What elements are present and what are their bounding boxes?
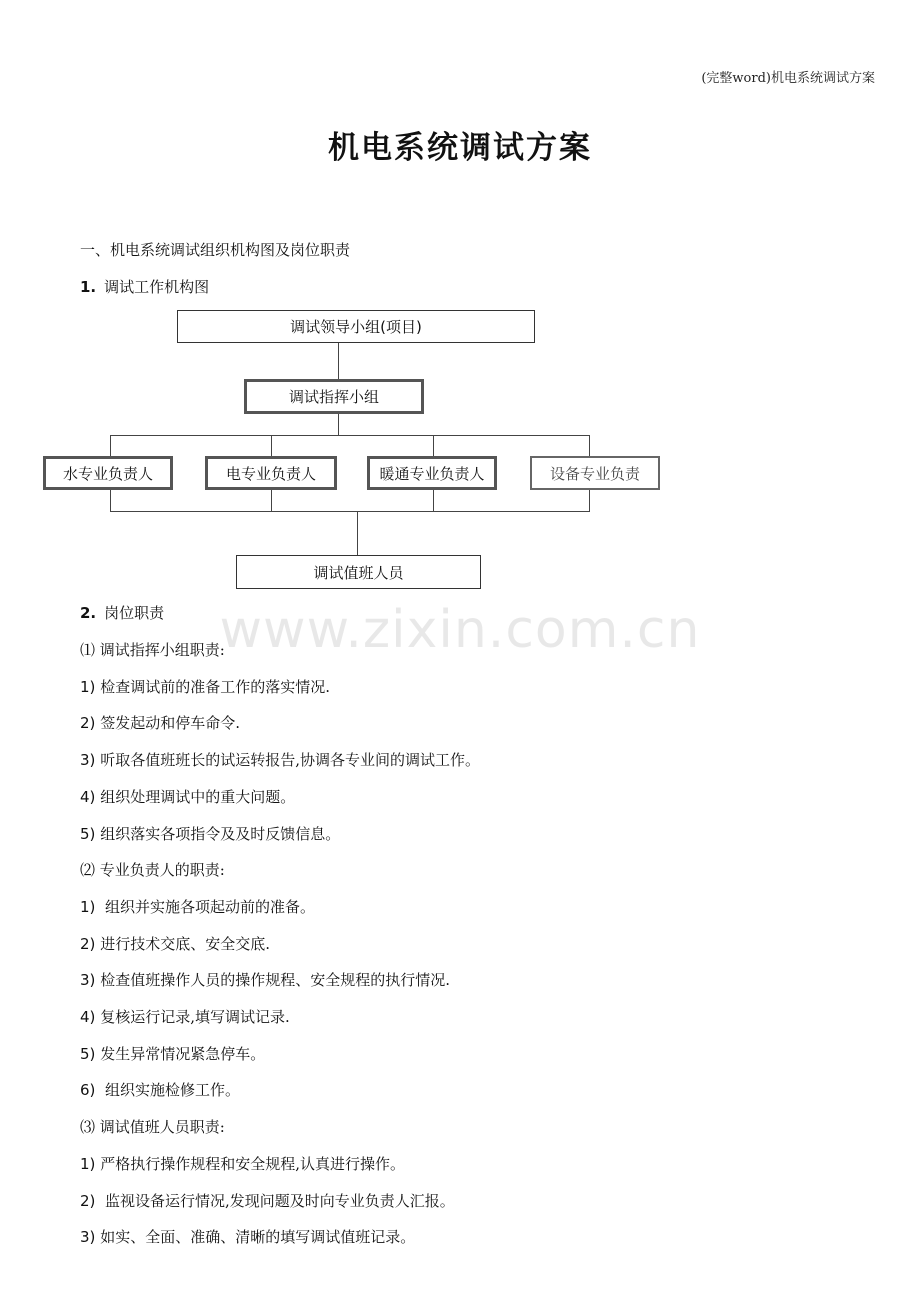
org-box-electrical-lead: 电专业负责人 [205, 456, 337, 490]
duty-line [80, 970, 450, 990]
duty-line [80, 824, 340, 844]
subsection-number: 1. [80, 278, 97, 296]
duty-text: 专业负责人的职责: [99, 861, 225, 879]
duty-line [80, 677, 330, 697]
duty-text: 调试指挥小组职责: [99, 641, 225, 659]
duty-text: 组织并实施各项起动前的准备。 [100, 898, 315, 916]
connector-line [271, 490, 272, 511]
connector-line [110, 435, 111, 456]
duty-text: 组织落实各项指令及及时反馈信息。 [100, 825, 341, 843]
connector-line [357, 511, 358, 555]
connector-line [338, 343, 339, 379]
duty-number: 2) [80, 1192, 96, 1210]
subsection-title: 调试工作机构图 [104, 278, 210, 296]
connector-line [338, 414, 339, 435]
running-header: (完整word)机电系统调试方案 [701, 71, 875, 86]
org-box-hvac-lead: 暖通专业负责人 [367, 456, 497, 490]
duty-text: 监视设备运行情况,发现问题及时向专业负责人汇报。 [100, 1192, 455, 1210]
connector-line [433, 490, 434, 511]
duty-number: 2) [80, 714, 96, 732]
duty-number: 2) [80, 935, 96, 953]
duty-line [80, 787, 295, 807]
duty-line [80, 860, 225, 880]
duty-text: 检查调试前的准备工作的落实情况. [100, 678, 330, 696]
duty-text: 如实、全面、准确、清晰的填写调试值班记录。 [100, 1228, 416, 1246]
duty-text: 发生异常情况紧急停车。 [100, 1045, 266, 1063]
duty-text: 严格执行操作规程和安全规程,认真进行操作。 [100, 1155, 405, 1173]
connector-line [110, 490, 111, 511]
duty-number: 1) [80, 898, 96, 916]
connector-line [110, 511, 590, 512]
duty-line [80, 1154, 405, 1174]
duty-text: 调试值班人员职责: [99, 1118, 225, 1136]
connector-line [271, 435, 272, 456]
section-heading: 一、机电系统调试组织机构图及岗位职责 [80, 241, 351, 259]
duty-line [80, 1191, 455, 1211]
duty-number: ⑵ [80, 861, 96, 879]
duty-number: 3) [80, 751, 96, 769]
org-box-command: 调试指挥小组 [244, 379, 424, 414]
duty-number: ⑴ [80, 641, 96, 659]
duty-number: ⑶ [80, 1118, 96, 1136]
duty-line [80, 1044, 265, 1064]
watermark: www.zixin.com.cn [219, 600, 701, 660]
duty-number: 4) [80, 788, 96, 806]
subsection-number: 2. [80, 604, 97, 622]
connector-line [589, 490, 590, 511]
duty-number: 4) [80, 1008, 96, 1026]
connector-line [589, 435, 590, 456]
duty-text: 复核运行记录,填写调试记录. [100, 1008, 290, 1026]
duty-text: 听取各值班班长的试运转报告,协调各专业间的调试工作。 [100, 751, 480, 769]
duty-number: 6) [80, 1081, 96, 1099]
subsection-org-chart [80, 277, 209, 297]
duty-line [80, 897, 315, 917]
org-box-duty-staff: 调试值班人员 [236, 555, 481, 589]
duty-number: 1) [80, 1155, 96, 1173]
duty-line [80, 713, 240, 733]
duty-number: 5) [80, 825, 96, 843]
duty-number: 5) [80, 1045, 96, 1063]
duty-line [80, 1080, 240, 1100]
duty-number: 1) [80, 678, 96, 696]
duty-number: 3) [80, 1228, 96, 1246]
connector-line [433, 435, 434, 456]
org-box-water-lead: 水专业负责人 [43, 456, 173, 490]
duty-text: 签发起动和停车命令. [100, 714, 240, 732]
duty-text: 进行技术交底、安全交底. [100, 935, 270, 953]
duty-line [80, 934, 270, 954]
duty-number: 3) [80, 971, 96, 989]
duty-line [80, 1117, 225, 1137]
duty-text: 组织实施检修工作。 [100, 1081, 240, 1099]
duty-line [80, 750, 480, 770]
duty-line [80, 1007, 290, 1027]
duty-text: 检查值班操作人员的操作规程、安全规程的执行情况. [100, 971, 450, 989]
org-box-leadership: 调试领导小组(项目) [177, 310, 535, 343]
subsection-title: 岗位职责 [104, 604, 165, 622]
org-box-equipment-lead: 设备专业负责 [530, 456, 660, 490]
duty-text: 组织处理调试中的重大问题。 [100, 788, 296, 806]
duty-line [80, 1227, 415, 1247]
connector-line [110, 435, 590, 436]
document-title: 机电系统调试方案 [328, 130, 592, 166]
